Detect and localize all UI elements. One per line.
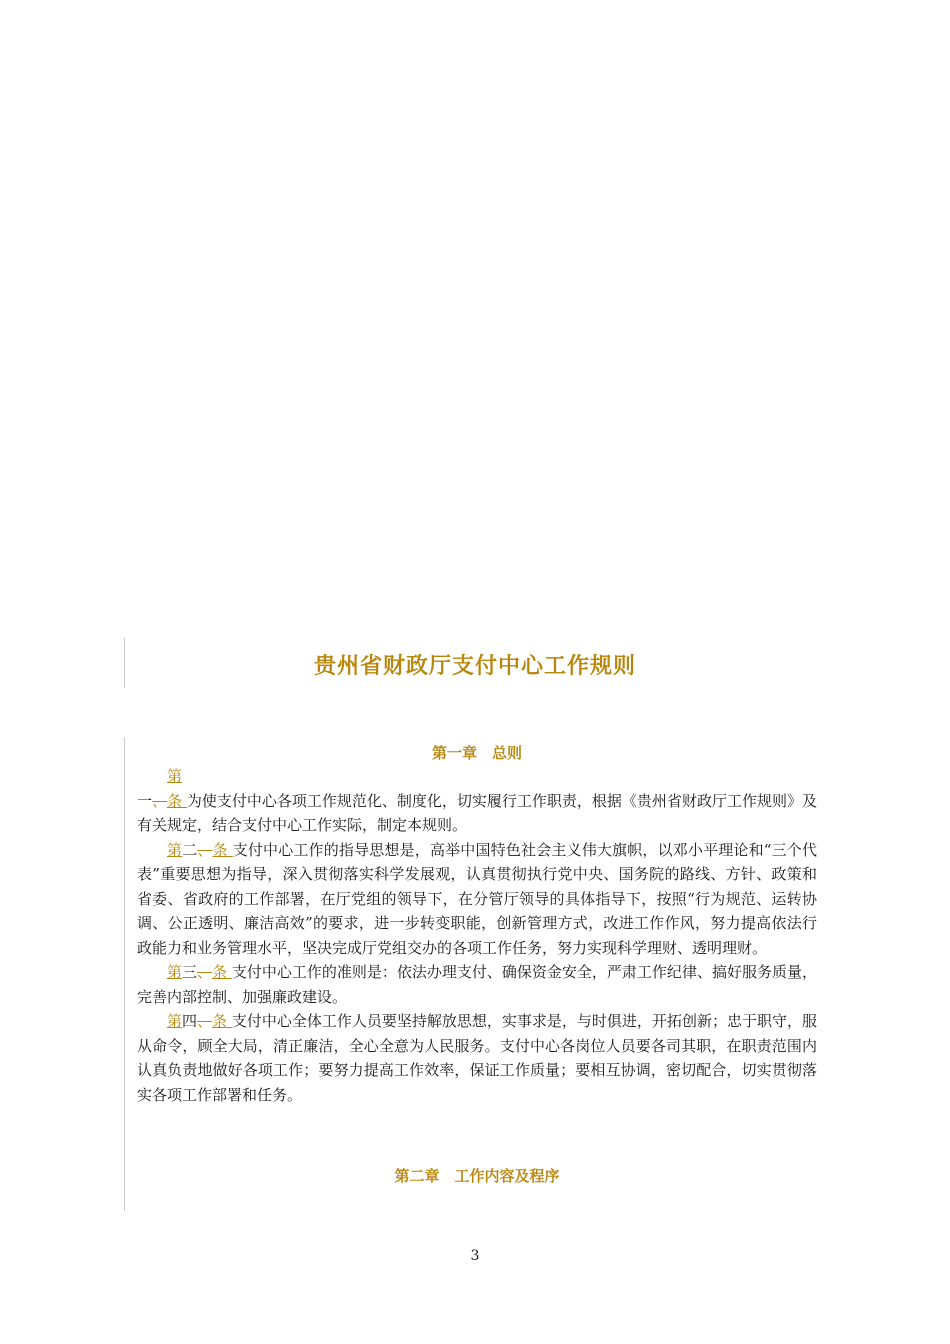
inserted-text: 第: [167, 1012, 183, 1030]
inserted-text: 条: [212, 1012, 232, 1030]
deleted-text: 、: [197, 1012, 213, 1030]
inserted-text: 条: [167, 791, 187, 810]
inserted-text: 第: [167, 840, 183, 859]
page-number: 3: [470, 1248, 480, 1264]
chapter-heading-1: 第一章 总则: [431, 744, 522, 762]
change-bar: [124, 737, 125, 1211]
chapter-heading-2: 第二章 工作内容及程序: [394, 1167, 560, 1185]
document-title: 贵州省财政厅支付中心工作规则: [313, 654, 636, 679]
inserted-text: 条: [212, 963, 232, 981]
deleted-text: 、: [197, 963, 213, 981]
article-4: 第四、条 支付中心全体工作人员要坚持解放思想，实事求是，与时俱进，开拓创新；忠于职守，服从命令，顾全大局，清正廉洁，全心全意为人民服务。支付中心各岗位人员要各司其职，在职责范围内认真负责地做好各项工作；要努力提高工作效率，保证工作质量；要相互协调，密切配合，切实贯彻落实各项工作部署和任务。: [137, 1012, 817, 1104]
article-2: 第二、条 支付中心工作的指导思想是，高举中国特色社会主义伟大旗帜，以邓小平理论和“三个代表”重要思想为指导，深入贯彻落实科学发展观，认真贯彻执行党中央、国务院的路线、方针、政策和省委、省政府的工作部署，在厅党组的领导下，在分管厅领导的具体指导下，按照“行为规范、运转协调、公正透明、廉洁高效”的要求，进一步转变职能，创新管理方式，改进工作作风，努力提高依法行政能力和业务管理水平，坚决完成厅党组交办的各项工作任务，努力实现科学理财、透明理财。: [137, 840, 817, 957]
chapter-1-body: [137, 764, 817, 1107]
inserted-text: 第: [167, 963, 183, 981]
deleted-text: 、: [197, 840, 213, 859]
deleted-text: 、: [152, 791, 168, 810]
inserted-text: 条: [212, 840, 233, 859]
article-3: 第三、条 支付中心工作的准则是：依法办理支付、确保资金安全，严肃工作纪律、搞好服务质量，完善内部控制、加强廉政建设。: [137, 963, 817, 1006]
inserted-text: 第: [167, 767, 183, 785]
article-1: 第 一、条 为使支付中心各项工作规范化、制度化，切实履行工作职责，根据《贵州省财政厅工作规则》及有关规定，结合支付中心工作实际，制定本规则。: [137, 767, 817, 834]
